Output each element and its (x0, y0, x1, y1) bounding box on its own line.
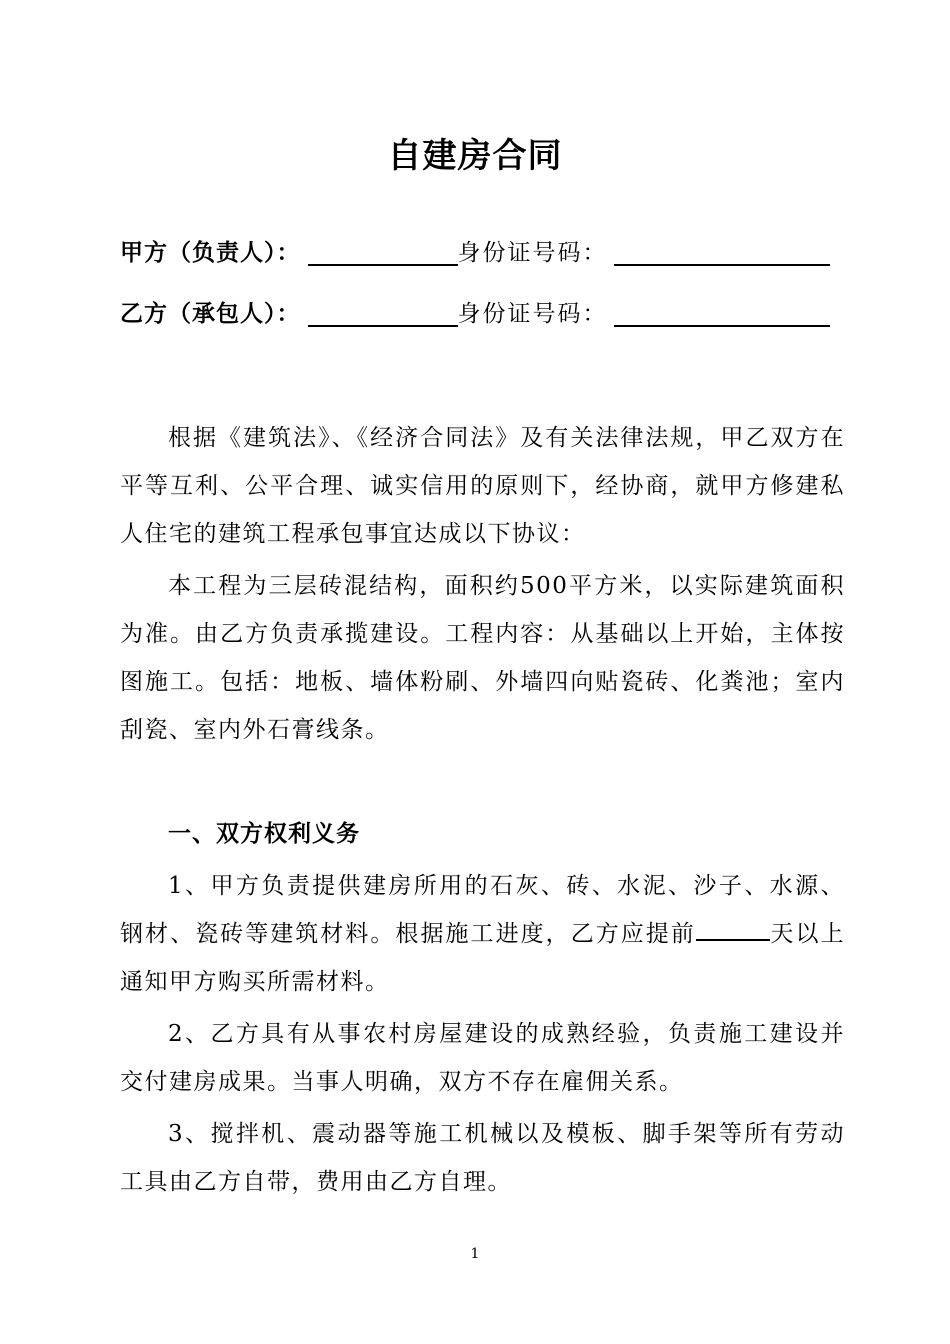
party-b-name-blank (308, 301, 458, 327)
party-b-id-label: 身份证号码： (457, 301, 608, 327)
document-title: 自建房合同 (387, 136, 563, 176)
section-1-item-2: 2、乙方具有从事农村房屋建设的成熟经验，负责施工建设并交付建房成果。当事人明确，双方不存在雇佣关系。 (120, 1021, 845, 1095)
section-1-item-1-after: 天以上通知甲方购买所需材料。 (120, 921, 846, 995)
section-1-heading: 一、双方权利义务 (168, 821, 360, 847)
section-1-item-3: 3、搅拌机、震动器等施工机械以及模板、脚手架等所有劳动工具由乙方自带，费用由乙方自理。 (120, 1121, 845, 1195)
party-b-row (120, 297, 860, 331)
party-a-colon: ： (276, 240, 300, 266)
party-a-label: 甲方（负责人） (120, 240, 277, 266)
party-b-colon: ： (276, 301, 300, 327)
party-a-row (120, 236, 860, 270)
party-b-label: 乙方（承包人） (120, 301, 277, 327)
page-number: 1 (470, 1246, 480, 1262)
intro-paragraph-1: 根据《建筑法》、《经济合同法》及有关法律法规，甲乙双方在平等互利、公平合理、诚实信用的原则下，经协商，就甲方修建私人住宅的建筑工程承包事宜达成以下协议： (120, 425, 845, 547)
party-a-id-blank (614, 240, 830, 266)
party-a-id-label: 身份证号码： (457, 240, 608, 266)
advance-days-blank (696, 919, 770, 941)
section-1-item-1 (120, 862, 845, 1006)
party-a-name-blank (308, 240, 458, 266)
party-b-id-blank (614, 301, 830, 327)
intro-paragraph-2: 本工程为三层砖混结构，面积约500平方米，以实际建筑面积为准。由乙方负责承揽建设。工程内容：从基础以上开始，主体按图施工。包括：地板、墙体粉刷、外墙四向贴瓷砖、化粪池；室内刮瓷、室内外石膏线条。 (120, 573, 845, 743)
section-1-item-1-before: 1、甲方负责提供建房所用的石灰、砖、水泥、沙子、水源、钢材、瓷砖等建筑材料。根据施工进度，乙方应提前 (120, 873, 845, 947)
